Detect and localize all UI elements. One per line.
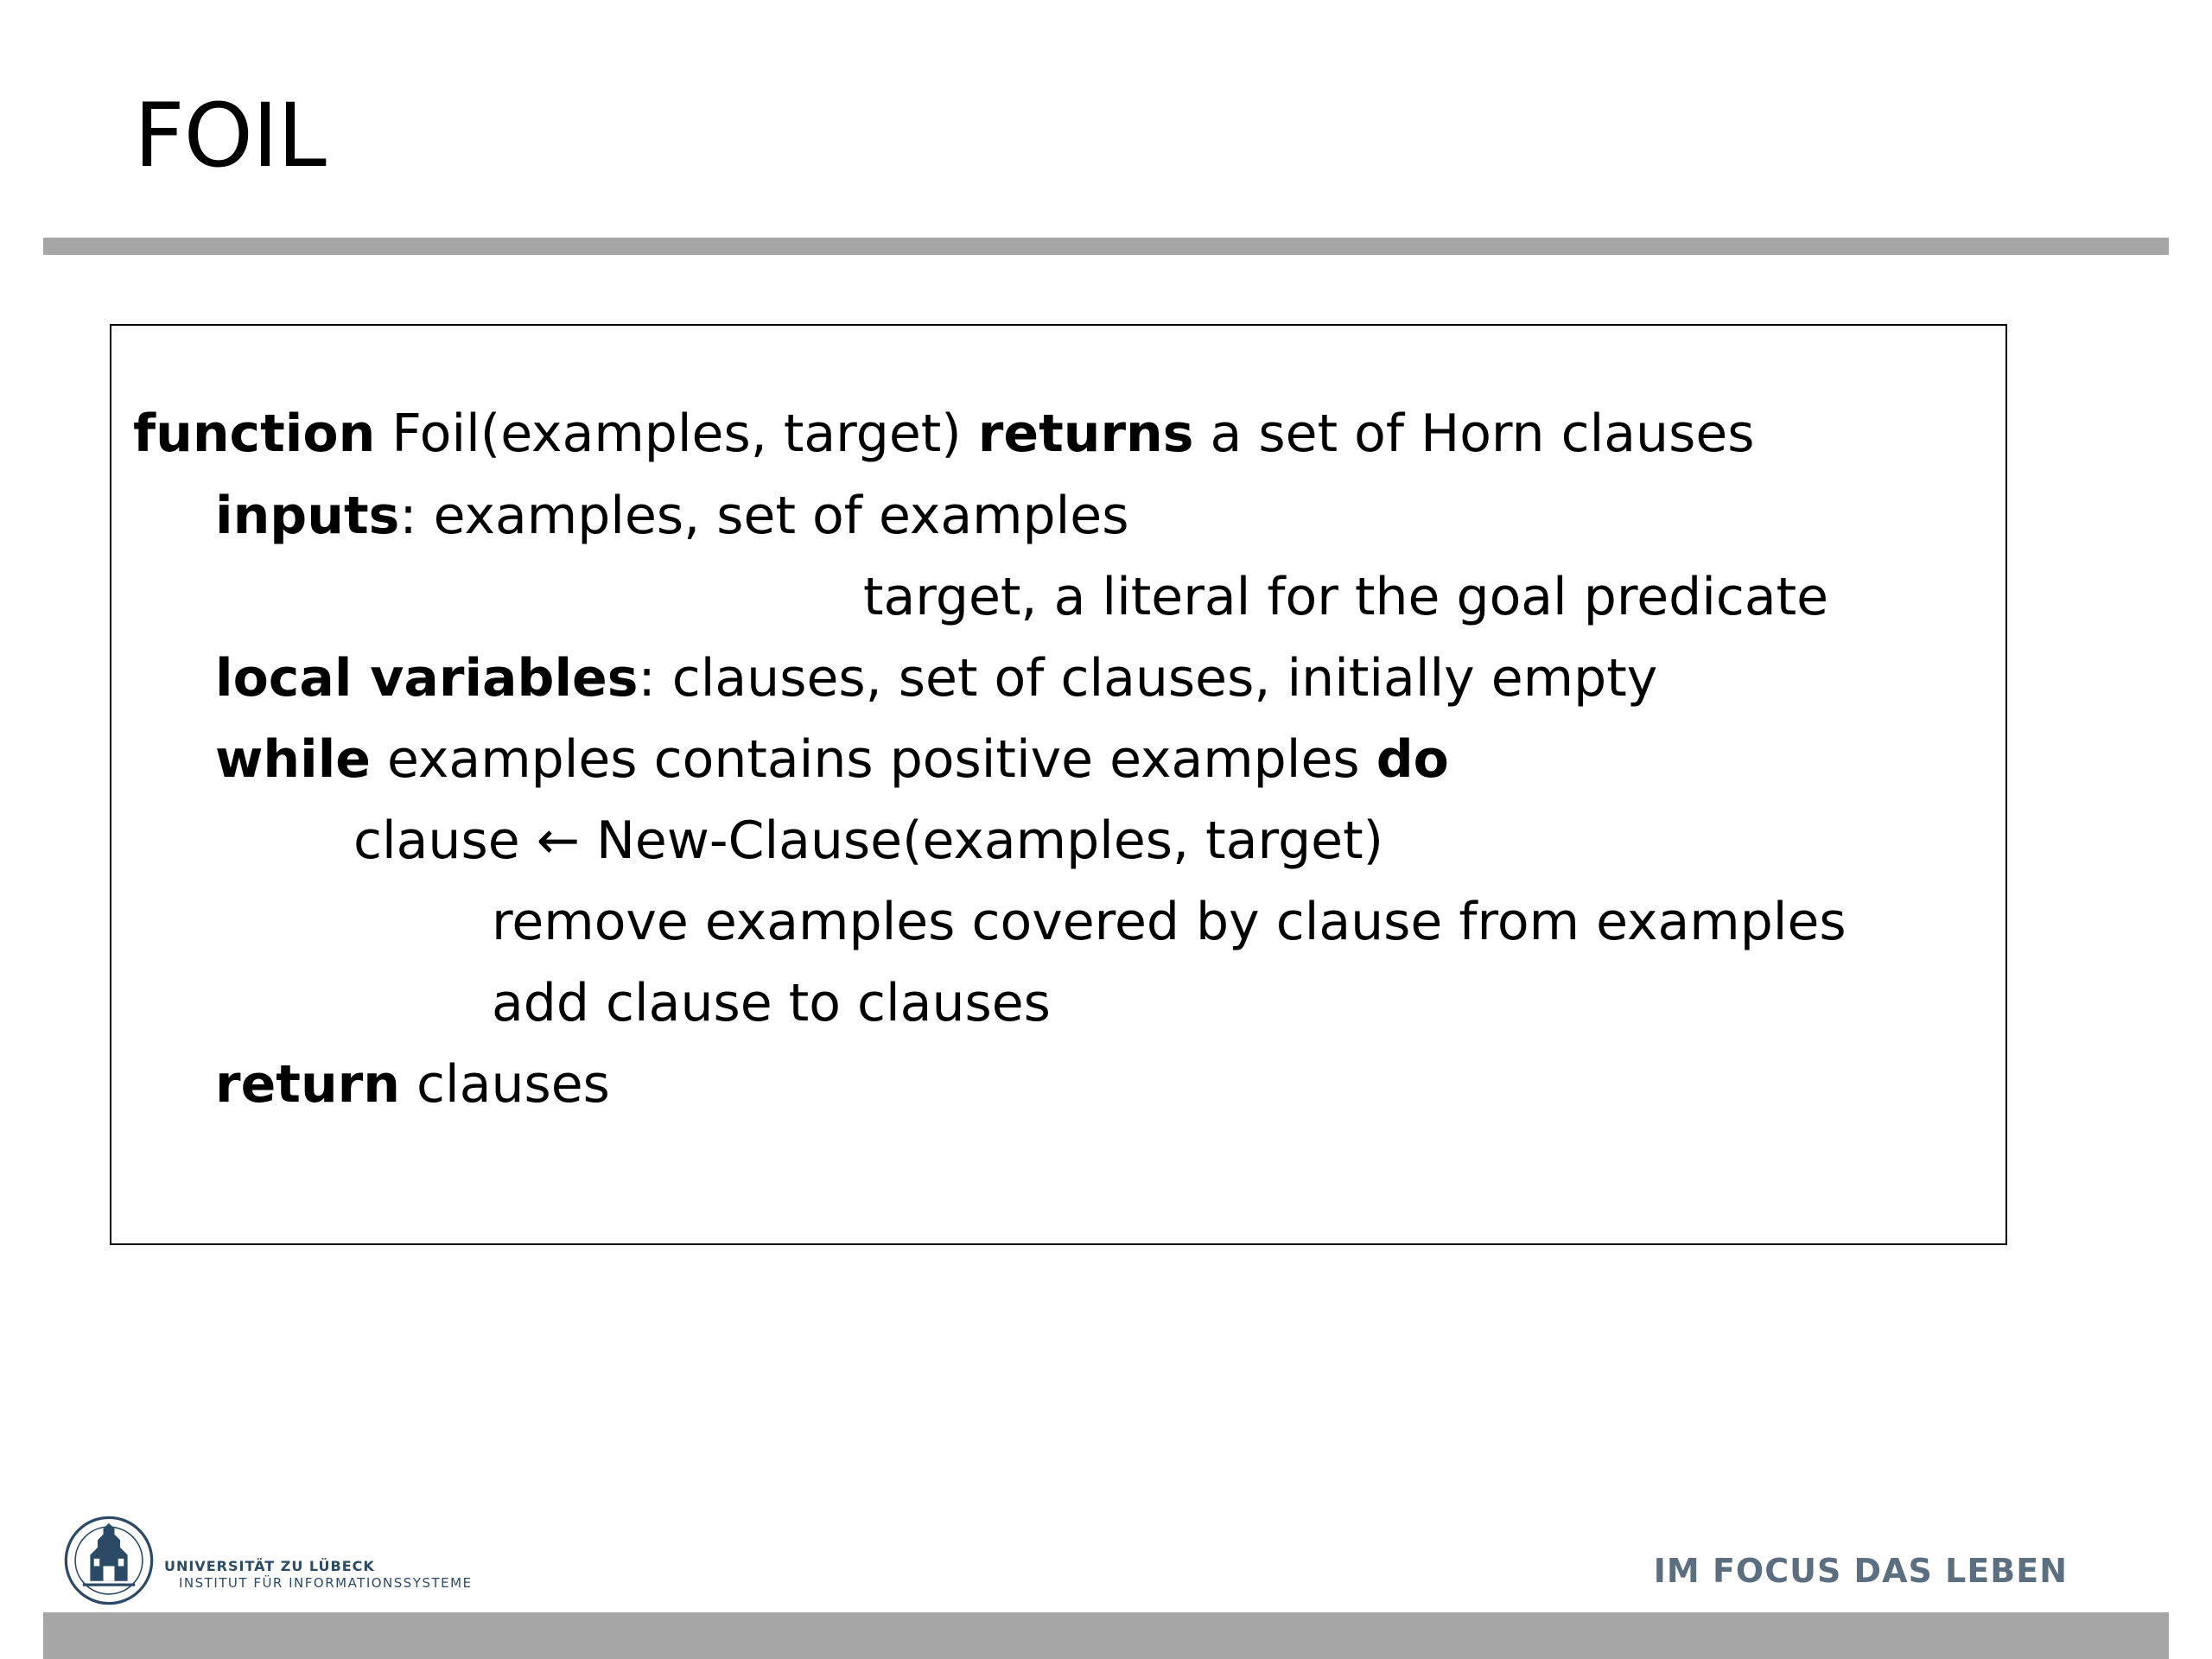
algo-text: a set of Horn clauses	[1193, 404, 1755, 464]
university-name: UNIVERSITÄT ZU LÜBECK	[164, 1558, 375, 1574]
algo-line-add-clause	[492, 969, 1051, 1038]
algo-line-local-variables	[215, 644, 1657, 713]
keyword-return: return	[215, 1054, 400, 1115]
algo-line-while	[215, 725, 1449, 794]
title-divider	[43, 238, 2169, 255]
algo-text: add clause to clauses	[492, 973, 1051, 1033]
institute-name: INSTITUT FÜR INFORMATIONSSYSTEME	[179, 1575, 473, 1591]
keyword-inputs: inputs	[215, 486, 400, 546]
algo-text: clauses	[399, 1054, 610, 1115]
algorithm-box	[110, 324, 2007, 1245]
footer-slogan: IM FOCUS DAS LEBEN	[1653, 1552, 2068, 1590]
algo-text: : clauses, set of clauses, initially empty	[638, 648, 1658, 709]
algo-line-target	[863, 563, 1828, 632]
keyword-do: do	[1376, 729, 1449, 790]
keyword-local-variables: local variables	[215, 648, 639, 709]
algo-line-new-clause	[353, 806, 1383, 875]
keyword-returns: returns	[977, 404, 1194, 464]
keyword-while: while	[215, 729, 371, 790]
keyword-function: function	[133, 404, 376, 464]
algo-line-return	[215, 1050, 610, 1119]
algo-text: target, a literal for the goal predicate	[863, 567, 1829, 627]
algo-line-function	[133, 399, 1755, 468]
university-seal-icon	[62, 1514, 156, 1607]
algo-line-remove-examples	[492, 887, 1847, 957]
slide-title: FOIL	[134, 85, 326, 188]
algo-text: examples contains positive examples	[370, 729, 1376, 790]
algo-text: Foil(examples, target)	[375, 404, 978, 464]
algo-text: remove examples covered by clause from examples	[492, 892, 1847, 952]
footer-bar	[43, 1612, 2169, 1659]
algo-text: : examples, set of examples	[399, 486, 1129, 546]
algo-text: clause ← New-Clause(examples, target)	[353, 810, 1384, 871]
algo-line-inputs	[215, 481, 1128, 550]
